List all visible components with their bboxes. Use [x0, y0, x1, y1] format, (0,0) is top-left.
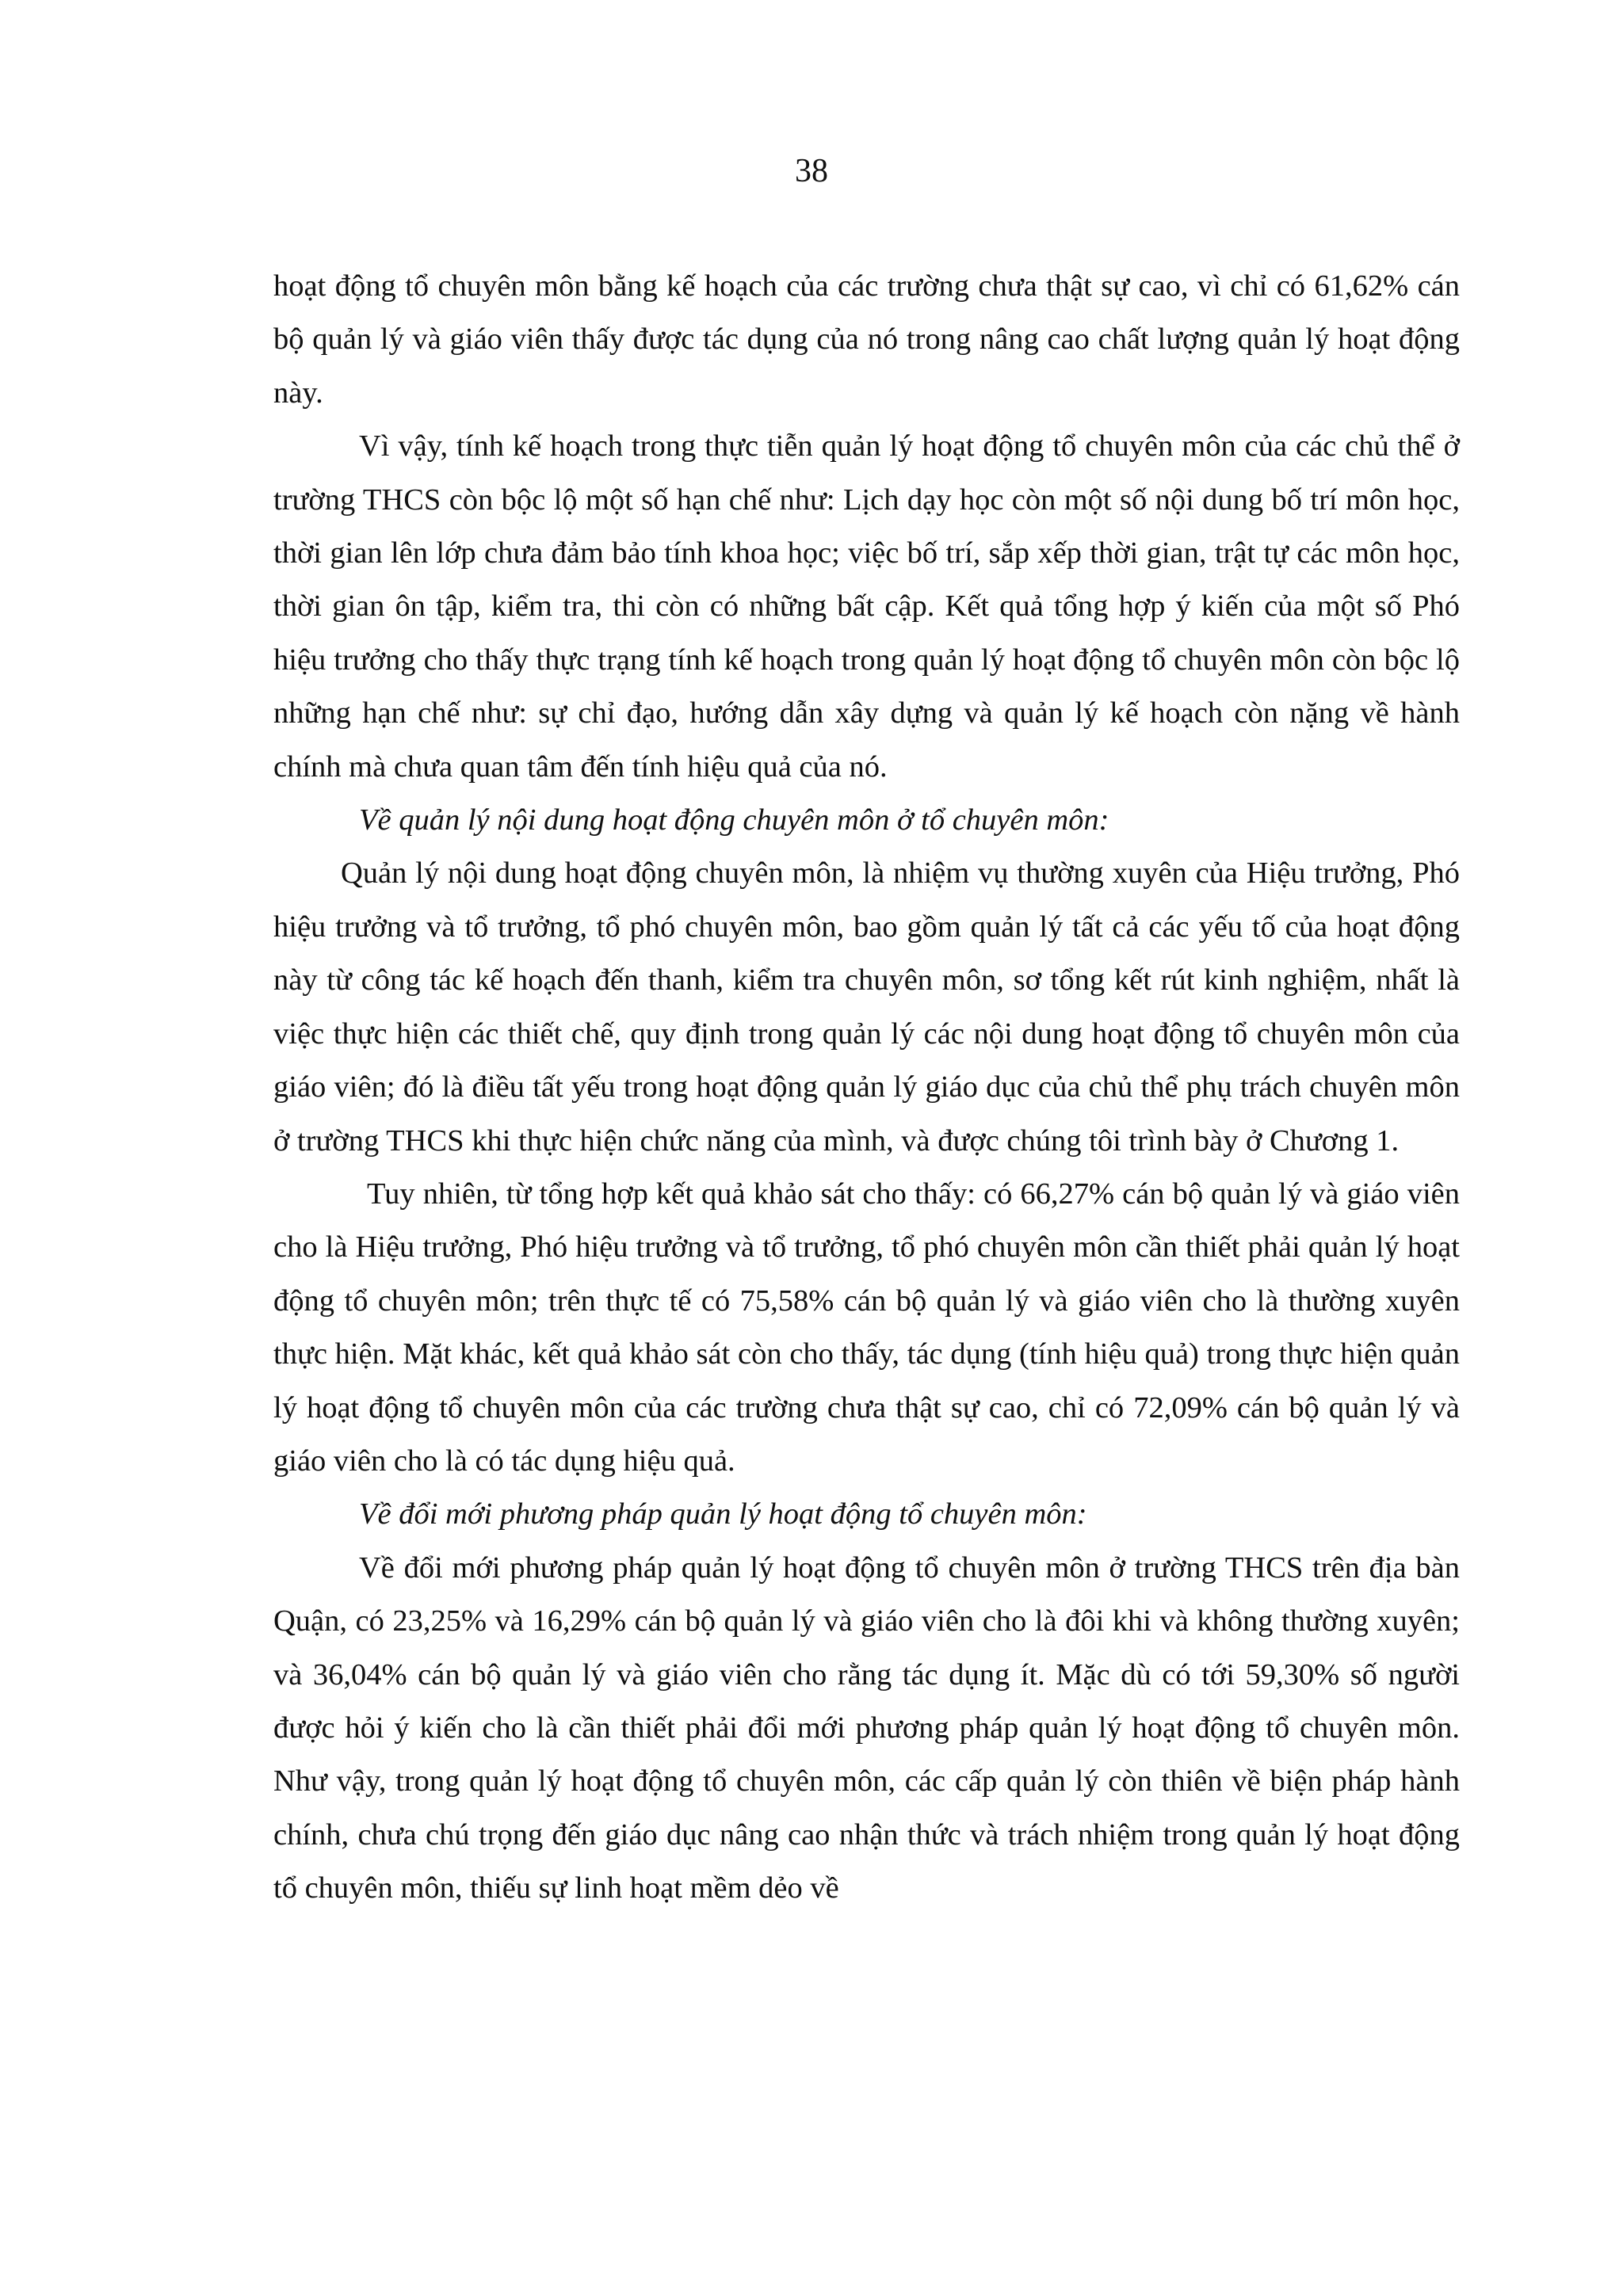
- paragraph-1: hoạt động tổ chuyên môn bằng kế hoạch của các trường chưa thật sự cao, vì chỉ có 61,62% cán bộ quản lý và giáo viên thấy được tác dụng của nó trong nâng cao chất lượng quản lý hoạt động này.: [273, 269, 1460, 410]
- paragraph-3: Quản lý nội dung hoạt động chuyên môn, là nhiệm vụ thường xuyên của Hiệu trưởng, Phó hiệu trưởng và tổ trưởng, tổ phó chuyên môn, bao gồm quản lý tất cả các yếu tố của hoạt động này từ công tác kế hoạch đến thanh, kiểm tra chuyên môn, sơ tổng kết rút kinh nghiệm, nhất là việc thực hiện các thiết chế, quy định trong quản lý các nội dung hoạt động tổ chuyên môn của giáo viên; đó là điều tất yếu trong hoạt động quản lý giáo dục của chủ thể phụ trách chuyên môn ở trường THCS khi thực hiện chức năng của mình, và được chúng tôi trình bày ở Chương 1.: [273, 856, 1460, 1158]
- page-number: 38: [795, 153, 828, 189]
- document-body: [273, 260, 1460, 1916]
- paragraph-4: Tuy nhiên, từ tổng hợp kết quả khảo sát cho thấy: có 66,27% cán bộ quản lý và giáo viên cho là Hiệu trưởng, Phó hiệu trưởng và tổ trưởng, tổ phó chuyên môn cần thiết phải quản lý hoạt động tổ chuyên môn; trên thực tế có 75,58% cán bộ quản lý và giáo viên cho là thường xuyên thực hiện. Mặt khác, kết quả khảo sát còn cho thấy, tác dụng (tính hiệu quả) trong thực hiện quản lý hoạt động tổ chuyên môn của các trường chưa thật sự cao, chỉ có 72,09% cán bộ quản lý và giáo viên cho là có tác dụng hiệu quả.: [273, 1177, 1460, 1478]
- section-heading-method-innovation: Về đổi mới phương pháp quản lý hoạt động tổ chuyên môn:: [359, 1497, 1087, 1531]
- section-heading-content-management: Về quản lý nội dung hoạt động chuyên môn ở tổ chuyên môn:: [359, 803, 1109, 837]
- paragraph-5: Về đổi mới phương pháp quản lý hoạt động tổ chuyên môn ở trường THCS trên địa bàn Quận, có 23,25% và 16,29% cán bộ quản lý và giáo viên cho là đôi khi và không thường xuyên; và 36,04% cán bộ quản lý và giáo viên cho rằng tác dụng ít. Mặc dù có tới 59,30% số người được hỏi ý kiến cho là cần thiết phải đổi mới phương pháp quản lý hoạt động tổ chuyên môn. Như vậy, trong quản lý hoạt động tổ chuyên môn, các cấp quản lý còn thiên về biện pháp hành chính, chưa chú trọng đến giáo dục nâng cao nhận thức và trách nhiệm trong quản lý hoạt động tổ chuyên môn, thiếu sự linh hoạt mềm dẻo về: [273, 1550, 1460, 1905]
- paragraph-2: Vì vậy, tính kế hoạch trong thực tiễn quản lý hoạt động tổ chuyên môn của các chủ thể ở trường THCS còn bộc lộ một số hạn chế như: Lịch dạy học còn một số nội dung bố trí môn học, thời gian lên lớp chưa đảm bảo tính khoa học; việc bố trí, sắp xếp thời gian, trật tự các môn học, thời gian ôn tập, kiểm tra, thi còn có những bất cập. Kết quả tổng hợp ý kiến của một số Phó hiệu trưởng cho thấy thực trạng tính kế hoạch trong quản lý hoạt động tổ chuyên môn còn bộc lộ những hạn chế như: sự chỉ đạo, hướng dẫn xây dựng và quản lý kế hoạch còn nặng về hành chính mà chưa quan tâm đến tính hiệu quả của nó.: [273, 429, 1460, 784]
